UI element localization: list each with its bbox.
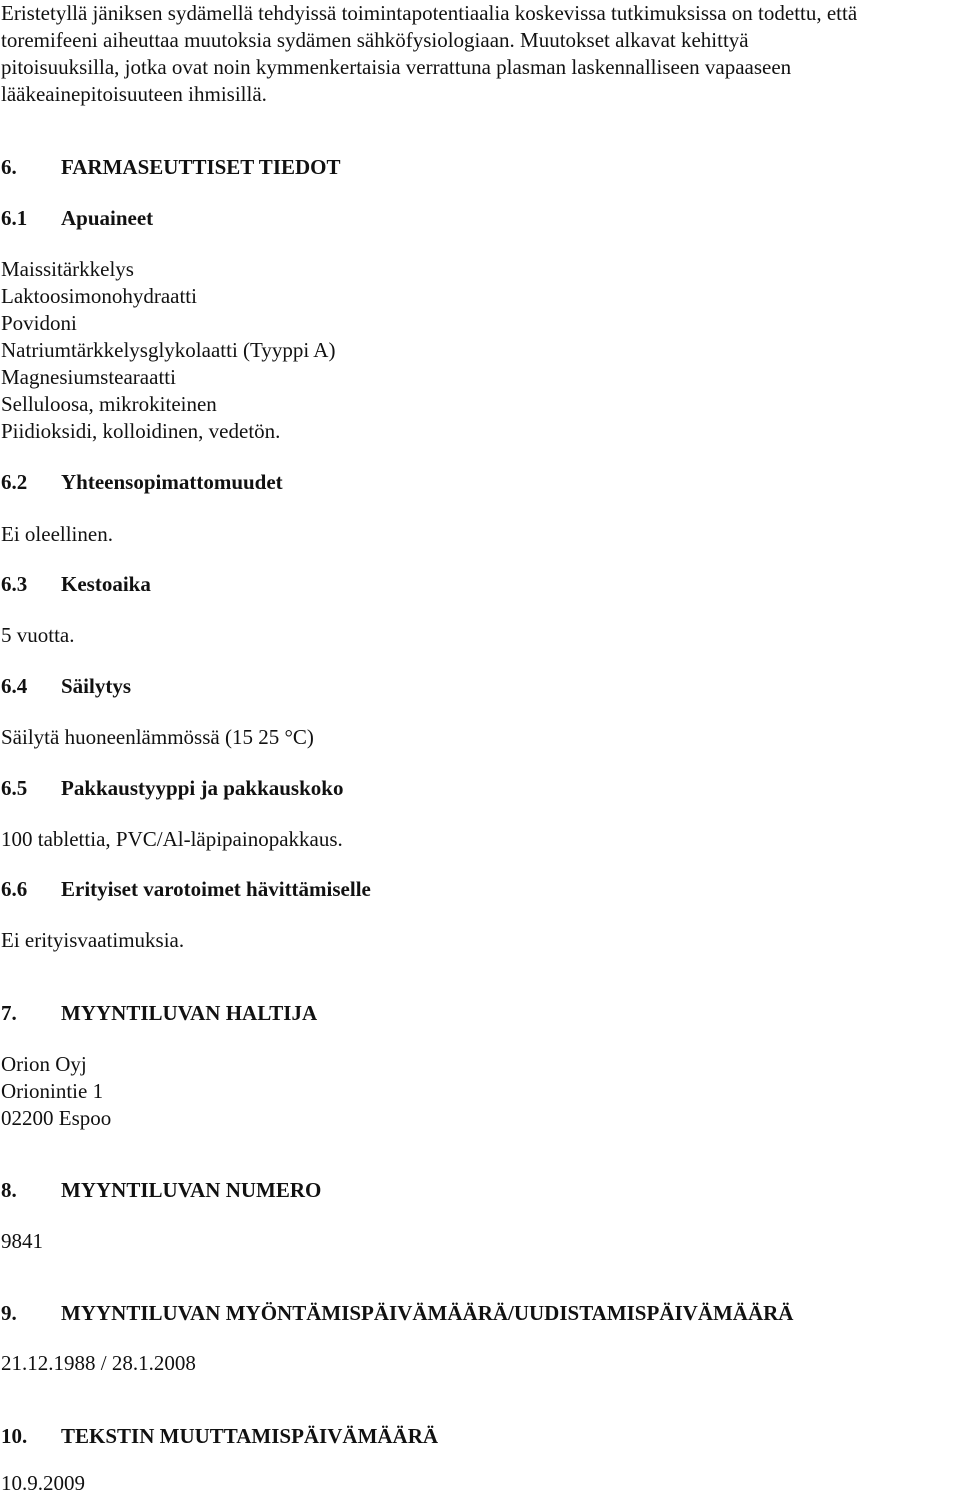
- list-item: Piidioksidi, kolloidinen, vedetön.: [1, 419, 281, 443]
- section-7-heading: [1, 1000, 317, 1027]
- section-title: Kestoaika: [61, 572, 151, 596]
- section-6-4-text: Säilytä huoneenlämmössä (15 25 °C): [1, 725, 314, 749]
- section-title: MYYNTILUVAN NUMERO: [61, 1178, 322, 1202]
- list-item: Magnesiumstearaatti: [1, 365, 176, 389]
- list-item: Povidoni: [1, 311, 77, 335]
- section-6-heading: [1, 154, 341, 181]
- section-title: Erityiset varotoimet hävittämiselle: [61, 877, 371, 901]
- section-8-heading: [1, 1177, 321, 1204]
- section-number: 6.6: [1, 877, 28, 901]
- section-number: 9.: [1, 1301, 17, 1325]
- section-title: MYYNTILUVAN MYÖNTÄMISPÄIVÄMÄÄRÄ/UUDISTAMISPÄIVÄMÄÄRÄ: [61, 1301, 794, 1325]
- address-line: Orion Oyj: [1, 1052, 87, 1076]
- section-title: TEKSTIN MUUTTAMISPÄIVÄMÄÄRÄ: [61, 1424, 439, 1448]
- section-number: 6.5: [1, 776, 28, 800]
- section-9-text: 21.12.1988 / 28.1.2008: [1, 1351, 196, 1375]
- section-6-1-heading: [1, 205, 153, 232]
- section-6-5-text: 100 tablettia, PVC/Al-läpipainopakkaus.: [1, 827, 343, 851]
- section-6-2-heading: [1, 469, 283, 496]
- section-number: 6.: [1, 155, 17, 179]
- section-6-4-heading: [1, 673, 131, 700]
- section-title: MYYNTILUVAN HALTIJA: [61, 1001, 318, 1025]
- address-line: Orionintie 1: [1, 1079, 104, 1103]
- list-item: Laktoosimonohydraatti: [1, 284, 197, 308]
- section-number: 7.: [1, 1001, 17, 1025]
- section-6-3-text: 5 vuotta.: [1, 623, 75, 647]
- list-item: Natriumtärkkelysglykolaatti (Tyyppi A): [1, 338, 336, 362]
- section-8-text: 9841: [1, 1229, 43, 1253]
- section-number: 6.2: [1, 470, 28, 494]
- section-number: 6.1: [1, 206, 28, 230]
- section-6-3-heading: [1, 571, 151, 598]
- section-number: 10.: [1, 1424, 28, 1448]
- section-number: 6.3: [1, 572, 28, 596]
- section-number: 6.4: [1, 674, 28, 698]
- section-10-heading: [1, 1423, 438, 1450]
- section-6-6-heading: [1, 876, 371, 903]
- list-item: Maissitärkkelys: [1, 257, 134, 281]
- section-title: FARMASEUTTISET TIEDOT: [61, 155, 341, 179]
- intro-paragraph: [1, 0, 857, 108]
- section-title: Pakkaustyyppi ja pakkauskoko: [61, 776, 344, 800]
- holder-address: [1, 1051, 111, 1132]
- excipient-list: [1, 256, 335, 445]
- section-10-text: 10.9.2009: [1, 1471, 85, 1495]
- intro-line: pitoisuuksilla, jotka ovat noin kymmenkertaisia verrattuna plasman laskennalliseen vapaaseen: [1, 55, 792, 79]
- section-title: Apuaineet: [61, 206, 154, 230]
- list-item: Selluloosa, mikrokiteinen: [1, 392, 217, 416]
- section-title: Säilytys: [61, 674, 132, 698]
- address-line: 02200 Espoo: [1, 1106, 112, 1130]
- section-number: 8.: [1, 1178, 17, 1202]
- section-6-2-text: Ei oleellinen.: [1, 522, 113, 546]
- intro-line: lääkeainepitoisuuteen ihmisillä.: [1, 82, 267, 106]
- intro-line: Eristetyllä jäniksen sydämellä tehdyissä toimintapotentiaalia koskevissa tutkimuksissa on todettu, että: [1, 1, 858, 25]
- intro-line: toremifeeni aiheuttaa muutoksia sydämen sähköfysiologiaan. Muutokset alkavat kehittyä: [1, 28, 749, 52]
- section-6-6-text: Ei erityisvaatimuksia.: [1, 928, 185, 952]
- section-title: Yhteensopimattomuudet: [61, 470, 283, 494]
- section-6-5-heading: [1, 775, 343, 802]
- section-9-heading: [1, 1300, 793, 1327]
